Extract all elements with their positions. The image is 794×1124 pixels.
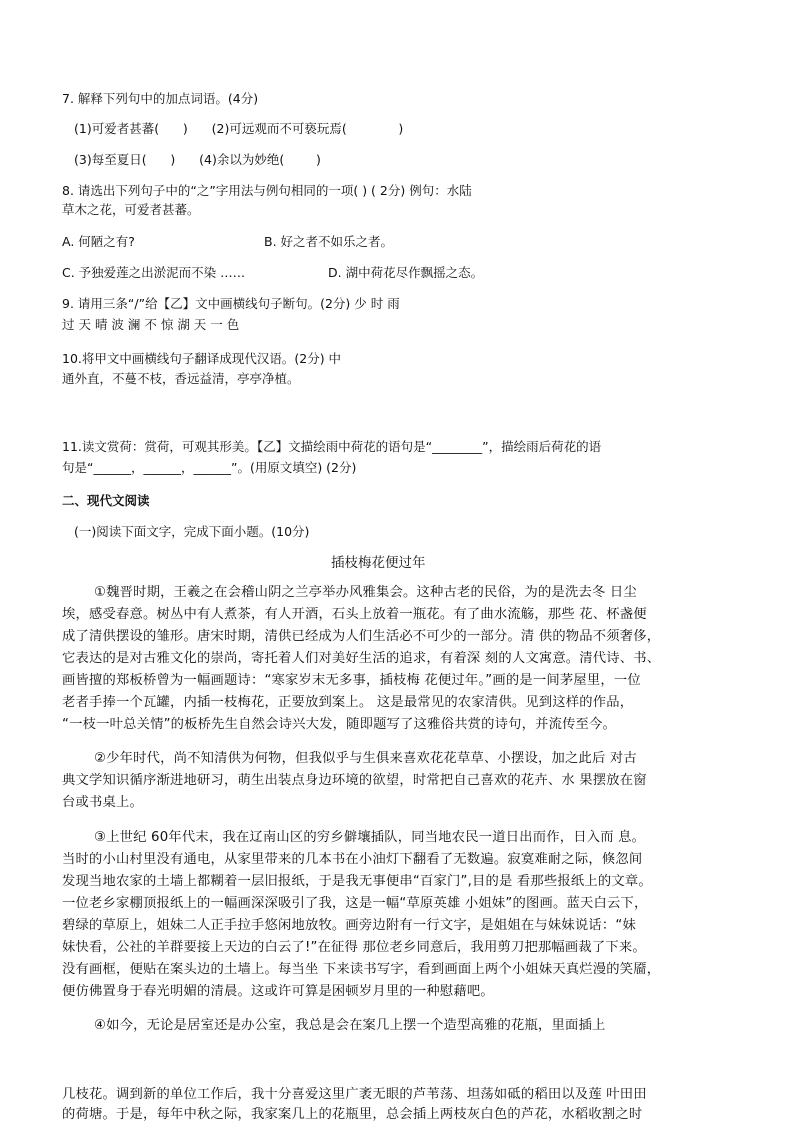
question-7-row-1: (1)可爱者甚蕃( ) (2)可远观而不可亵玩焉( ) — [74, 121, 404, 136]
paragraph-1-line: “一枝一叶总关情”的板桥先生自然会诗兴大发，随即题写了这雅俗共赏的诗句，并流传至今。 — [62, 717, 617, 732]
paragraph-5-line: 的荷塘。于是，每年中秋之际，我家案几上的花瓶里，总会插上两枝灰白色的芦花，水稻收割之时 — [62, 1107, 643, 1122]
question-8-line-1: 8. 请选出下列句子中的“之”字用法与例句相同的一项( ) ( 2分) 例句：水陆 — [62, 183, 472, 198]
section-heading: 二、现代文阅读 — [62, 493, 150, 508]
paragraph-3-line: 一位老乡家棚顶报纸上的一幅画深深吸引了我，这是一幅“草原英雄 小姐妹”的图画。蓝天白云下， — [62, 896, 648, 911]
paragraph-3-line: 当时的小山村里没有通电，从家里带来的几本书在小油灯下翻看了无数遍。寂寞难耐之际，倏忽间 — [62, 852, 643, 867]
question-10-line-2: 通外直，不蔓不枝，香远益清，亭亭净植。 — [62, 371, 300, 386]
paragraph-1-line: 老者手捧一个瓦罐，内插一枝梅花，正要放到案上。 这是最常见的农家清供。见到这样的作品， — [62, 695, 634, 710]
paragraph-3-line: 妹快看，公社的羊群要接上天边的白云了!”在征得 那位老乡同意后，我用剪刀把那幅画裁了下来。 — [62, 940, 646, 955]
paragraph-2-line: 典文学知识循序渐进地研习，萌生出装点身边环境的欲望，时常把自己喜欢的花卉、水 果摆放在窗 — [62, 773, 647, 788]
question-8-line-2: 草木之花，可爱者甚蕃。 — [62, 202, 200, 217]
paragraph-1-line: ①魏晋时期，王羲之在会稽山阴之兰亭举办风雅集会。这种古老的民俗，为的是洗去冬 日尘 — [94, 585, 637, 600]
question-7-title: 7. 解释下列句中的加点词语。(4分) — [62, 91, 259, 106]
question-11-line-1: 11.读文赏荷：赏荷，可观其形美。【乙】文描绘雨中荷花的语句是“________”，描绘雨后荷花的语 — [62, 439, 602, 454]
question-8-option-b: B. 好之者不如乐之者。 — [264, 234, 394, 249]
article-title: 插枝梅花便过年 — [331, 555, 426, 571]
paragraph-1-line: 画皆擅的郑板桥曾为一幅画题诗：“寒家岁末无多事，插枝梅 花便过年。”画的是一间茅屋里，一位 — [62, 673, 641, 688]
paragraph-3-line: 没有画框，便贴在案头边的土墙上。每当坐 下来读书写字，看到画面上两个小姐妹天真烂漫的笑靥， — [62, 962, 661, 977]
paragraph-3-line: 便仿佛置身于春光明媚的清晨。这或许可算是困顿岁月里的一种慰藉吧。 — [62, 984, 494, 999]
paragraph-3-line: 发现当地农家的土墙上都糊着一层旧报纸，于是我无事便串“百家门”,目的是 看那些报纸上的文章。 — [62, 874, 652, 889]
question-7-row-2: (3)每至夏日( ) (4)余以为妙绝( ) — [74, 152, 321, 167]
question-9-line-2: 过 天 晴 波 澜 不 惊 湖 天 一 色 — [62, 317, 240, 332]
question-8-option-c: C. 予独爱莲之出淤泥而不染 …… — [62, 265, 246, 280]
paragraph-4-line: ④如今，无论是居室还是办公室，我总是会在案几上摆一个造型高雅的花瓶，里面插上 — [94, 1018, 606, 1033]
question-9-line-1: 9. 请用三条“/”给【乙】文中画横线句子断句。(2分) 少 时 雨 — [62, 296, 400, 311]
question-11-line-2: 句是“______，______，______”。(用原文填空) (2分) — [62, 460, 357, 475]
paragraph-2-line: 台或书桌上。 — [62, 795, 143, 810]
paragraph-2-line: ②少年时代，尚不知清供为何物，但我似乎与生俱来喜欢花花草草、小摆设，加之此后 对古 — [94, 751, 637, 766]
section-instruction: (一)阅读下面文字，完成下面小题。(10分) — [74, 524, 310, 539]
question-8-option-d: D. 湖中荷花尽作飘摇之态。 — [328, 265, 484, 280]
paragraph-3-line: ③上世纪 60年代末，我在辽南山区的穷乡僻壤插队，同当地农民一道日出而作，日入而 息。 — [94, 830, 646, 845]
paragraph-1-line: 成了清供摆设的雏形。唐宋时期，清供已经成为人们生活必不可少的一部分。清 供的物品不须奢侈， — [62, 629, 661, 644]
paragraph-5-line: 几枝花。调到新的单位工作后，我十分喜爱这里广袤无眼的芦苇荡、坦荡如砥的稻田以及莲 叶田田 — [62, 1087, 647, 1102]
paragraph-3-line: 碧绿的草原上，姐妹二人正手拉手悠闲地放牧。画旁边附有一行文字，是姐姐在与妹妹说话：“妹 — [62, 918, 636, 933]
paragraph-1-line: 它表达的是对古雅文化的崇尚，寄托着人们对美好生活的追求，有着深 刻的人文寓意。清代诗、书、 — [62, 651, 661, 666]
question-8-option-a: A. 何陋之有? — [62, 234, 135, 249]
question-10-line-1: 10.将甲文中画横线句子翻译成现代汉语。(2分) 中 — [62, 351, 342, 366]
paragraph-1-line: 埃，感受春意。树丛中有人煮茶，有人开酒，石头上放着一瓶花。有了曲水流觞，那些 花、杯盏便 — [62, 607, 647, 622]
